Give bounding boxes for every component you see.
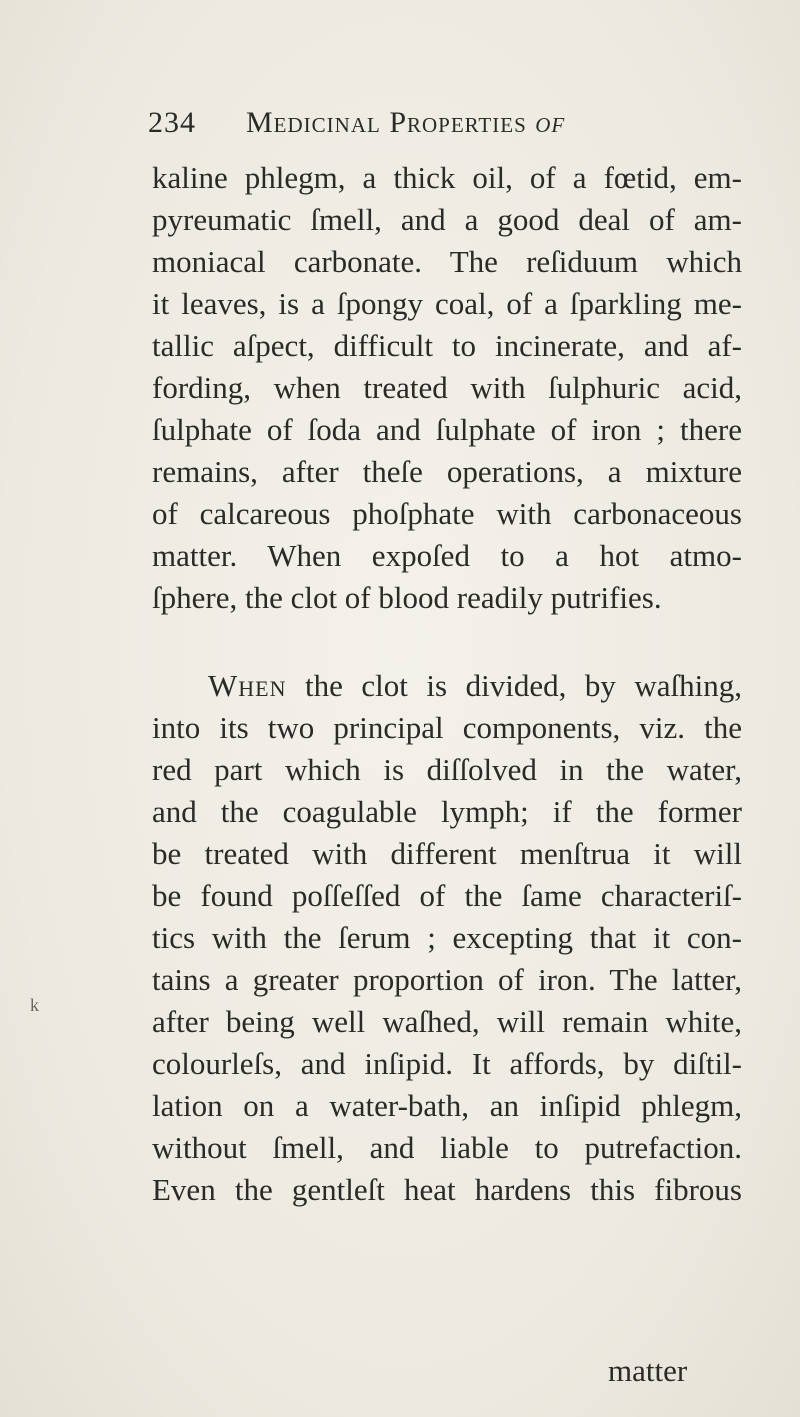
text-line: be treated with different menſtrua it will [152,836,742,871]
lead-word: When [208,668,287,703]
running-title-text: Medicinal Properties [246,106,527,139]
text-line: tains a greater proportion of iron. The latter, [152,962,742,997]
text-line: it leaves, is a ſpongy coal, of a ſparkling me- [152,286,742,321]
opening-line-rest: the clot is divided, by waſhing, [305,668,743,703]
text-line: of calcareous phoſphate with carbonaceous [152,496,742,531]
text-line: tallic aſpect, difficult to incinerate, and af- [152,328,742,363]
text-line: remains, after theſe operations, a mixture [152,454,742,489]
text-line: fording, when treated with ſulphuric acid, [152,370,742,405]
text-line: into its two principal components, viz. the [152,710,742,745]
text-line: and the coagulable lymph; if the former [152,794,742,829]
running-title [246,106,565,140]
text-line: without ſmell, and liable to putrefaction. [152,1130,742,1165]
text-line: pyreumatic ſmell, and a good deal of am- [152,202,742,237]
text-line: ſulphate of ſoda and ſulphate of iron ; there [152,412,742,447]
text-line: lation on a water-bath, an inſipid phlegm, [152,1088,742,1123]
catchword: matter [608,1353,688,1388]
running-header [148,106,768,146]
margin-mark: k [30,995,39,1015]
text-line: after being well waſhed, will remain white, [152,1004,742,1039]
text-line: ſphere, the clot of blood readily putrifies. [152,580,662,615]
text-line: kaline phlegm, a thick oil, of a fœtid, em- [152,160,742,195]
text-line: colourleſs, and inſipid. It affords, by diſtil- [152,1046,742,1081]
text-line: tics with the ſerum ; excepting that it con- [152,920,742,955]
running-title-of: of [535,106,566,139]
page-number: 234 [148,106,196,139]
paragraph-opening-line [208,664,742,708]
text-line: red part which is diſſolved in the water, [152,752,742,787]
text-line: moniacal carbonate. The reſiduum which [152,244,742,279]
text-line: Even the gentleſt heat hardens this fibrous [152,1172,742,1207]
text-line: matter. When expoſed to a hot atmo- [152,538,742,573]
text-line: be found poſſeſſed of the ſame characteriſ- [152,878,742,913]
